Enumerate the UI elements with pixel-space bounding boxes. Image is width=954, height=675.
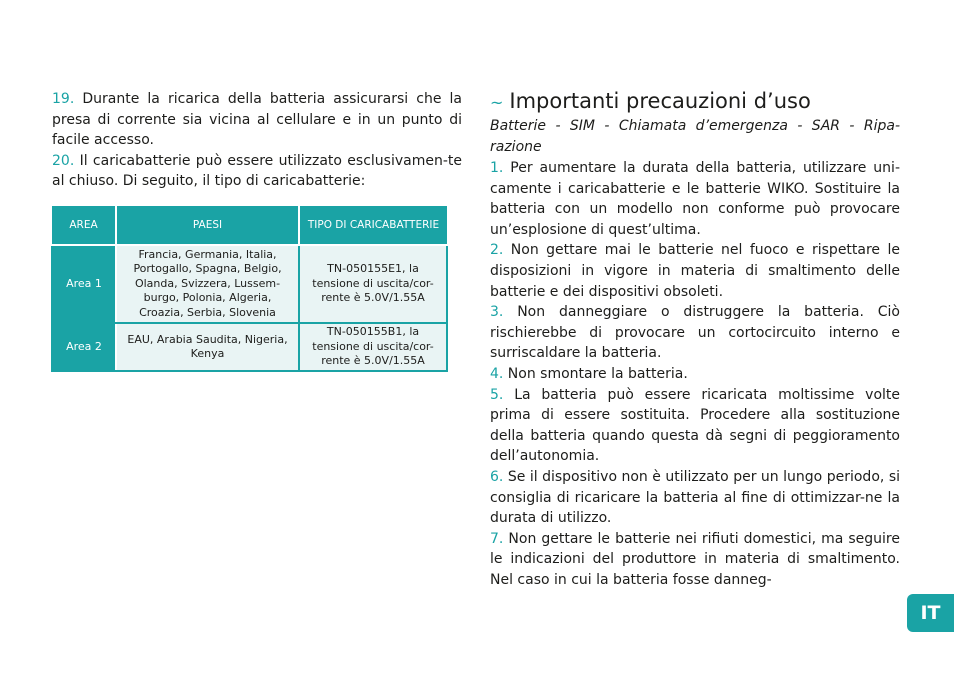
precaution-item — [490, 158, 900, 240]
charger-table — [51, 204, 448, 372]
precaution-item — [490, 302, 900, 364]
area-cell: Area 1 — [52, 245, 116, 323]
precaution-item — [490, 240, 900, 302]
item-number: 5. — [490, 386, 504, 403]
language-badge: IT — [907, 594, 954, 632]
countries-cell: Francia, Germania, Italia, Portogallo, Spagna, Belgio, Olanda, Svizzera, Lussem-burgo, Polonia, Algeria, Croazia, Serbia, Slovenia — [116, 245, 299, 323]
table-row — [52, 245, 447, 323]
area-cell: Area 2 — [52, 323, 116, 371]
item-number: 20. — [52, 152, 75, 169]
paragraph-20 — [52, 151, 462, 192]
item-number: 7. — [490, 530, 504, 547]
section-subtitle: Batterie - SIM - Chiamata d’emergenza - SAR - Ripa-razione — [490, 118, 900, 155]
right-column — [490, 88, 900, 590]
header-countries: PAESI — [116, 205, 299, 245]
item-text: Il caricabatterie può essere utilizzato esclusivamen-te al chiuso. Di seguito, il tipo di caricabatterie: — [52, 152, 462, 189]
header-charger-type: TIPO DI CARICABATTERIE — [299, 205, 447, 245]
precaution-item — [490, 385, 900, 467]
item-text: La batteria può essere ricaricata moltissime volte prima di essere sostituita. Procedere alla sostituzione della batteria quando questa dà segni di peggioramento dell’autonomia. — [490, 386, 900, 465]
precaution-item — [490, 529, 900, 591]
precaution-item — [490, 467, 900, 529]
header-area: AREA — [52, 205, 116, 245]
item-text: Durante la ricarica della batteria assicurarsi che la presa di corrente sia vicina al cellulare e in un punto di facile accesso. — [52, 91, 462, 148]
left-column — [52, 89, 462, 192]
table-header-row — [52, 205, 447, 245]
precaution-item — [490, 364, 900, 385]
charger-cell: TN-050155E1, la tensione di uscita/cor-rente è 5.0V/1.55A — [299, 245, 447, 323]
item-number: 3. — [490, 304, 504, 321]
item-text: Non gettare le batterie nei rifiuti domestici, ma seguire le indicazioni del produttore in materia di smaltimento. Nel caso in cui la batteria fosse danneg- — [490, 530, 900, 588]
item-text: Per aumentare la durata della batteria, utilizzare uni-camente i caricabatterie e le batterie WIKO. Sostituire la batteria con un modello non conforme può provocare un’esplosione di quest’ultima. — [490, 160, 900, 238]
item-number: 4. — [490, 365, 504, 382]
charger-cell: TN-050155B1, la tensione di uscita/cor-rente è 5.0V/1.55A — [299, 323, 447, 371]
section-title — [490, 88, 900, 116]
item-text: Non danneggiare o distruggere la batteria. Ciò rischierebbe di provocare un cortocircuito interno e surriscaldare la batteria. — [490, 304, 900, 362]
countries-cell: EAU, Arabia Saudita, Nigeria, Kenya — [116, 323, 299, 371]
item-number: 6. — [490, 468, 504, 485]
section-title-text: Importanti precauzioni d’uso — [509, 89, 811, 113]
paragraph-19 — [52, 89, 462, 151]
item-number: 1. — [490, 160, 504, 176]
table-row — [52, 323, 447, 371]
item-number: 2. — [490, 242, 504, 259]
item-text: Non gettare mai le batterie nel fuoco e rispettare le disposizioni in vigore in materia di smaltimento delle batterie e dei dispositivi obsoleti. — [490, 242, 900, 300]
item-text: Se il dispositivo non è utilizzato per un lungo periodo, si consiglia di ricaricare la batteria al fine di ottimizzar-ne la durata di utilizzo. — [490, 468, 900, 527]
title-tilde-icon: ~ — [490, 93, 504, 112]
item-text: Non smontare la batteria. — [503, 365, 688, 382]
item-number: 19. — [52, 91, 75, 107]
